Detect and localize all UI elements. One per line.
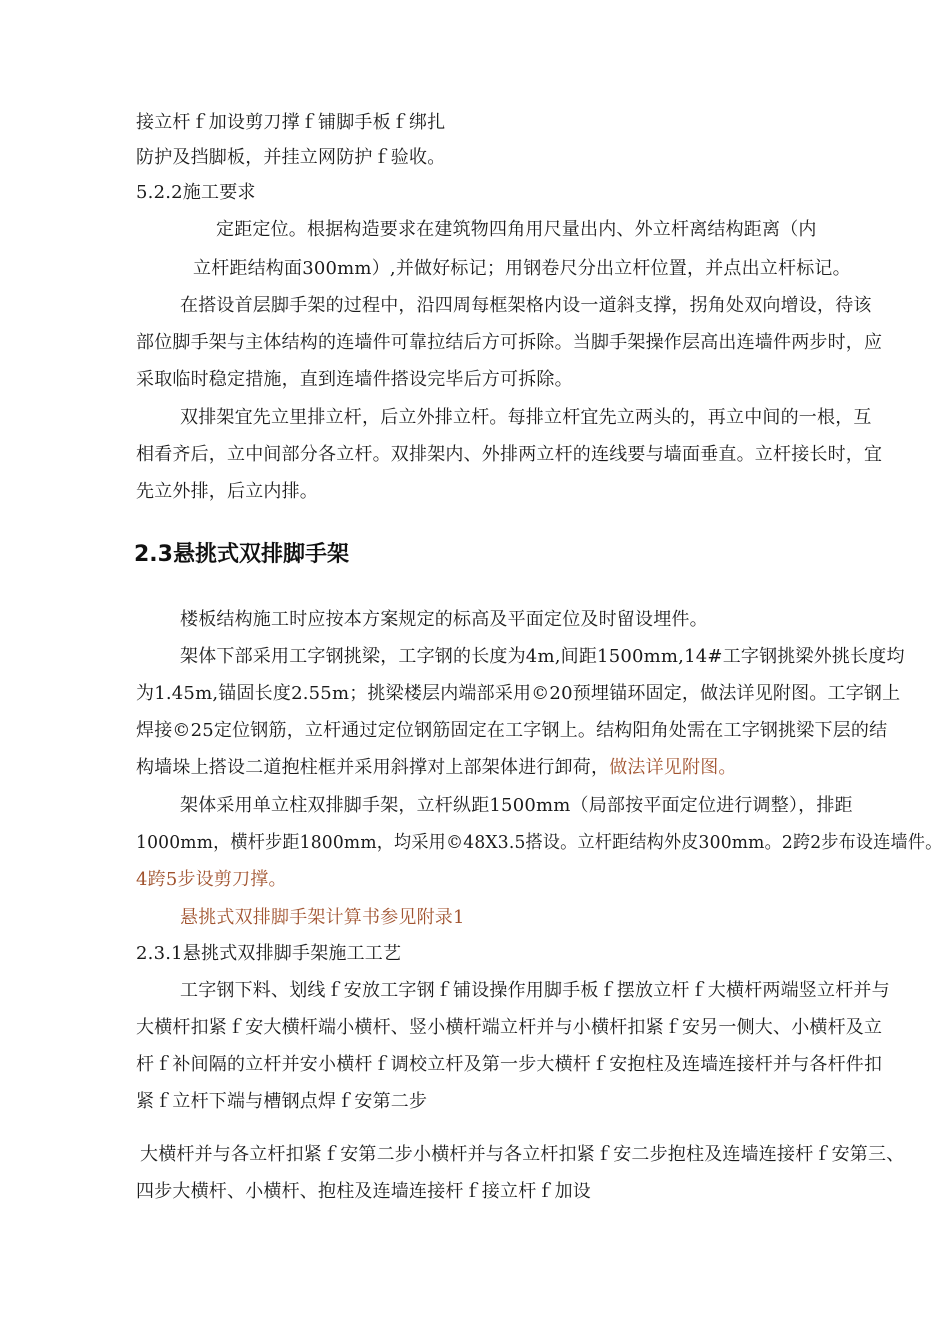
text-line: 立杆距结构面300mm）,并做好标记；用钢卷尺分出立杆位置，并点出立杆标记。: [193, 258, 851, 279]
text-line: 先立外排，后立内排。: [136, 481, 318, 502]
text-line: 1000mm，横杆步距1800mm，均采用©48X3.5搭设。立杆距结构外皮300mm。2跨2步布设连墙件。: [136, 832, 943, 853]
text-line: 楼板结构施工时应按本方案规定的标高及平面定位及时留设埋件。: [180, 609, 708, 630]
text-line: 杆ｆ补间隔的立杆并安小横杆ｆ调校立杆及第一步大横杆ｆ安抱柱及连墙连接杆并与各杆件扣: [136, 1054, 883, 1075]
appendix-note: 悬挑式双排脚手架计算书参见附录1: [180, 907, 465, 928]
text-line: 大横杆扣紧ｆ安大横杆端小横杆、竖小横杆端立杆并与小横杆扣紧ｆ安另一侧大、小横杆及立: [136, 1017, 883, 1038]
section-heading-2-3: 2.3悬挑式双排脚手架: [134, 542, 349, 567]
text-line: 定距定位。根据构造要求在建筑物四角用尺量出内、外立杆离结构距离（内: [216, 219, 817, 240]
reference-link-text: 做法详见附图。: [609, 757, 737, 778]
text-line: [136, 756, 737, 780]
text-line: 为1.45m,锚固长度2.55m；挑梁楼层内端部采用©20预埋锚环固定，做法详见附图。工字钢上: [136, 683, 901, 704]
text-line: 相看齐后，立中间部分各立杆。双排架内、外排两立杆的连线要与墙面垂直。立杆接长时，宜: [136, 444, 883, 465]
text-line: 采取临时稳定措施，直到连墙件搭设完毕后方可拆除。: [136, 369, 573, 390]
text-line: 焊接©25定位钢筋，立杆通过定位钢筋固定在工字钢上。结构阳角处需在工字钢挑梁下层的结: [136, 720, 888, 741]
text-line: 在搭设首层脚手架的过程中，沿四周每框架格内设一道斜支撑，拐角处双向增设，待该: [180, 295, 872, 316]
text-line: 工字钢下料、划线ｆ安放工字钢ｆ铺设操作用脚手板ｆ摆放立杆ｆ大横杆两端竖立杆并与: [180, 980, 890, 1001]
text-segment: 构墙垛上搭设二道抱柱框并采用斜撑对上部架体进行卸荷，: [136, 757, 610, 778]
section-title-2-3-1: 2.3.1悬挑式双排脚手架施工工艺: [136, 943, 402, 964]
text-line: 架体下部采用工字钢挑梁，工字钢的长度为4m,间距1500mm,14#工字钢挑梁外挑长度均: [180, 646, 905, 667]
text-line: 四步大横杆、小横杆、抱柱及连墙连接杆ｆ接立杆ｆ加设: [136, 1181, 591, 1202]
text-line: 紧ｆ立杆下端与槽钢点焊ｆ安第二步: [136, 1091, 428, 1112]
text-line: 大横杆并与各立杆扣紧ｆ安第二步小横杆并与各立杆扣紧ｆ安二步抱柱及连墙连接杆ｆ安第三、: [140, 1144, 905, 1165]
text-line: 部位脚手架与主体结构的连墙件可靠拉结后方可拆除。当脚手架操作层高出连墙件两步时，应: [136, 332, 883, 353]
text-line-highlight: 4跨5步设剪刀撑。: [136, 869, 287, 890]
text-line: 双排架宜先立里排立杆，后立外排立杆。每排立杆宜先立两头的，再立中间的一根，互: [180, 407, 872, 428]
text-line: 接立杆ｆ加设剪刀撑ｆ铺脚手板ｆ绑扎: [136, 112, 446, 133]
section-title-5-2-2: 5.2.2施工要求: [136, 182, 256, 203]
text-line: 防护及挡脚板，并挂立网防护ｆ验收。: [136, 147, 446, 168]
text-line: 架体采用单立柱双排脚手架，立杆纵距1500mm（局部按平面定位进行调整），排距: [180, 795, 853, 816]
